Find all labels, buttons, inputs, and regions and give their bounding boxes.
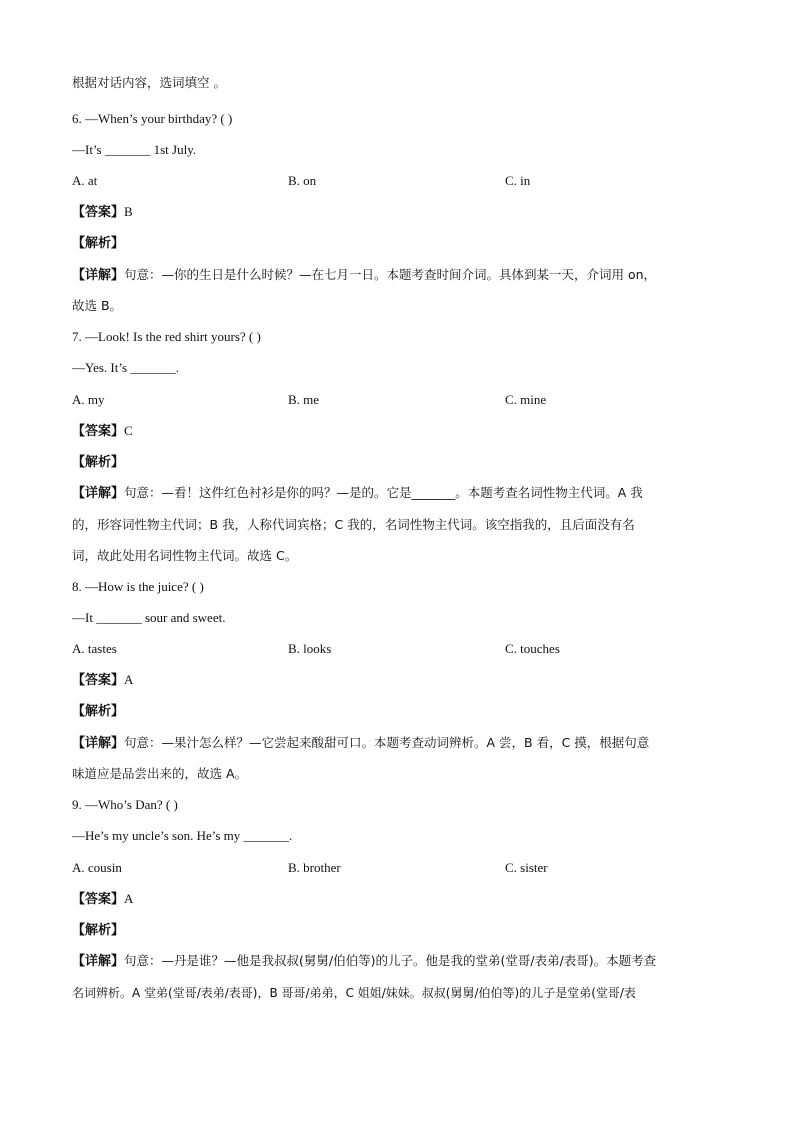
option-a: A. cousin xyxy=(72,860,122,875)
question-6-detail-line-1 xyxy=(72,266,722,285)
answer-label: 【答案】 xyxy=(72,673,125,688)
instruction-text: 根据对话内容，选词填空 。 xyxy=(72,75,226,90)
question-9-answer xyxy=(72,890,722,909)
question-7-reply: —Yes. It’s _______. xyxy=(72,360,180,375)
detail-label: 【详解】 xyxy=(72,954,125,969)
option-a: A. at xyxy=(72,173,98,188)
answer-label: 【答案】 xyxy=(72,424,125,439)
detail-text: 句意：—果汁怎么样？—它尝起来酸甜可口。本题考查动词辨析。A 尝，B 看，C 摸，根据句意 xyxy=(124,735,650,750)
answer-value: B xyxy=(124,204,133,219)
question-7-answer xyxy=(72,422,722,441)
question-7-detail-line-1 xyxy=(72,484,722,503)
question-8-answer xyxy=(72,671,722,690)
question-9-stem: 9. —Who’s Dan? ( ) xyxy=(72,797,178,812)
option-c: C. touches xyxy=(505,641,560,656)
question-9-reply: —He’s my uncle’s son. He’s my _______. xyxy=(72,828,293,843)
option-a: A. tastes xyxy=(72,641,117,656)
answer-label: 【答案】 xyxy=(72,892,125,907)
question-7-detail-line-3: 词，故此处用名词性物主代词。故选 C。 xyxy=(72,548,298,563)
question-8-detail-line-2: 味道应是品尝出来的，故选 A。 xyxy=(72,766,248,781)
analysis-label: 【解析】 xyxy=(72,704,125,719)
detail-text: 句意：—丹是谁？—他是我叔叔(舅舅/伯伯等)的儿子。他是我的堂弟(堂哥/表弟/表哥)。本题考查 xyxy=(124,953,657,968)
question-8-reply: —It _______ sour and sweet. xyxy=(72,610,226,625)
detail-label: 【详解】 xyxy=(72,736,125,751)
analysis-label: 【解析】 xyxy=(72,923,125,938)
option-b: B. me xyxy=(288,392,320,407)
detail-text: 句意：—你的生日是什么时候？—在七月一日。本题考查时间介词。具体到某一天，介词用 on， xyxy=(124,267,657,282)
option-b: B. brother xyxy=(288,860,341,875)
question-9-analysis xyxy=(72,921,722,940)
option-a: A. my xyxy=(72,392,105,407)
analysis-label: 【解析】 xyxy=(72,455,125,470)
question-6-analysis xyxy=(72,234,722,253)
question-8-stem: 8. —How is the juice? ( ) xyxy=(72,579,204,594)
question-6-reply: —It’s _______ 1st July. xyxy=(72,142,197,157)
detail-label: 【详解】 xyxy=(72,268,125,283)
option-b: B. on xyxy=(288,173,317,188)
question-7-analysis xyxy=(72,453,722,472)
question-8-analysis xyxy=(72,702,722,721)
question-6-detail-line-2: 故选 B。 xyxy=(72,298,123,313)
answer-value: A xyxy=(124,672,134,687)
question-6-answer xyxy=(72,203,722,222)
detail-label: 【详解】 xyxy=(72,486,125,501)
answer-label: 【答案】 xyxy=(72,205,125,220)
option-b: B. looks xyxy=(288,641,332,656)
option-c: C. mine xyxy=(505,392,547,407)
question-8-detail-line-1 xyxy=(72,734,722,753)
question-6-stem: 6. —When’s your birthday? ( ) xyxy=(72,111,233,126)
question-7-detail-line-2: 的，形容词性物主代词；B 我，人称代词宾格；C 我的，名词性物主代词。该空指我的，且后面没有名 xyxy=(72,517,635,532)
detail-text: 句意：—看！这件红色衬衫是你的吗？—是的。它是_______。本题考查名词性物主代词。A 我 xyxy=(124,485,643,500)
analysis-label: 【解析】 xyxy=(72,236,125,251)
question-9-detail-line-2: 名词辨析。A 堂弟(堂哥/表弟/表哥)，B 哥哥/弟弟，C 姐姐/妹妹。叔叔(舅舅/伯伯等)的儿子是堂弟(堂哥/表 xyxy=(72,986,636,1000)
option-c: C. in xyxy=(505,173,531,188)
option-c: C. sister xyxy=(505,860,548,875)
answer-value: C xyxy=(124,423,133,438)
question-7-stem: 7. —Look! Is the red shirt yours? ( ) xyxy=(72,329,261,344)
question-9-detail-line-1 xyxy=(72,952,722,971)
answer-value: A xyxy=(124,891,134,906)
